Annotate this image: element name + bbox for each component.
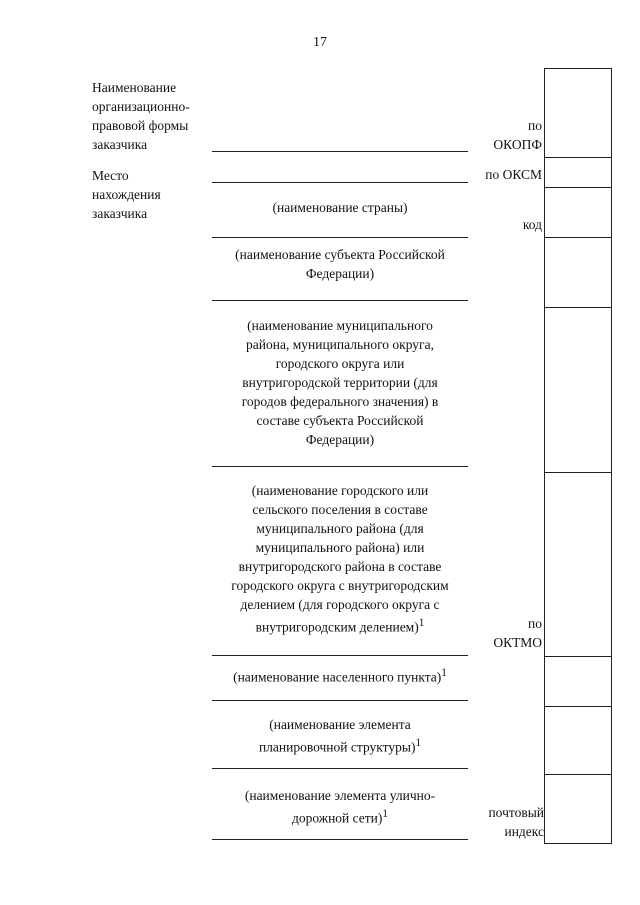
municipality-hint: (наименование муниципального района, муниципального округа, городского округа или внутригородской территории (для городов федерального значения) в составе субъекта Российской Федерации) [241,318,439,447]
locality-fill-line[interactable] [212,655,468,656]
page-number: 17 [313,35,327,50]
subject-code-cell[interactable] [544,307,612,308]
subject-fill-line[interactable] [212,237,468,238]
locality-code-cell[interactable] [544,706,612,707]
planning-fill-line[interactable] [212,700,468,701]
code-label: код [522,217,542,232]
footnote-mark: 1 [415,737,422,749]
country-hint: (наименование страны) [272,200,408,215]
settlement-hint: (наименование городского или сельского поселения в составе муниципального района (для муниципального района) или внутригородского района в составе городского округа с внутригородским делением (для городского округа с внутригородским делением)$^1$ [231,483,449,635]
planning-hint: (наименование элемента планировочной структуры)$^1$ [258,717,422,755]
postal-index-label: почтовый индекс [488,805,544,839]
subject-hint: (наименование субъекта Российской Федерации) [235,247,445,281]
municipality-fill-line[interactable] [212,300,468,301]
okopf-code-cell[interactable] [544,157,612,158]
street-hint: (наименование элемента улично- дорожной сети)$^1$ [244,788,436,826]
oksm-code-cell[interactable] [544,187,612,188]
locality-hint: (наименование населенного пункта)$^1$ [233,667,447,685]
oktmo-label: по ОКТМО [493,616,542,650]
location-label: Место нахождения заказчика [92,168,161,221]
postal-fill-line[interactable] [212,839,468,840]
street-fill-line[interactable] [212,768,468,769]
footnote-mark: 1 [441,667,447,679]
oksm-label: по ОКСМ [485,167,542,182]
oktmo-code-cell[interactable] [544,656,612,657]
okopf-label: по ОКОПФ [493,118,542,152]
settlement-fill-line[interactable] [212,466,468,467]
footnote-mark: 1 [382,808,389,820]
code-box-column [544,68,612,844]
legal-form-fill-line[interactable] [212,151,468,152]
planning-code-cell[interactable] [544,774,612,775]
country-fill-line[interactable] [212,182,468,183]
municipality-code-cell[interactable] [544,472,612,473]
footnote-mark: 1 [418,617,425,629]
legal-form-label: Наименование организационно- правовой формы заказчика [92,80,190,152]
country-code-cell[interactable] [544,237,612,238]
